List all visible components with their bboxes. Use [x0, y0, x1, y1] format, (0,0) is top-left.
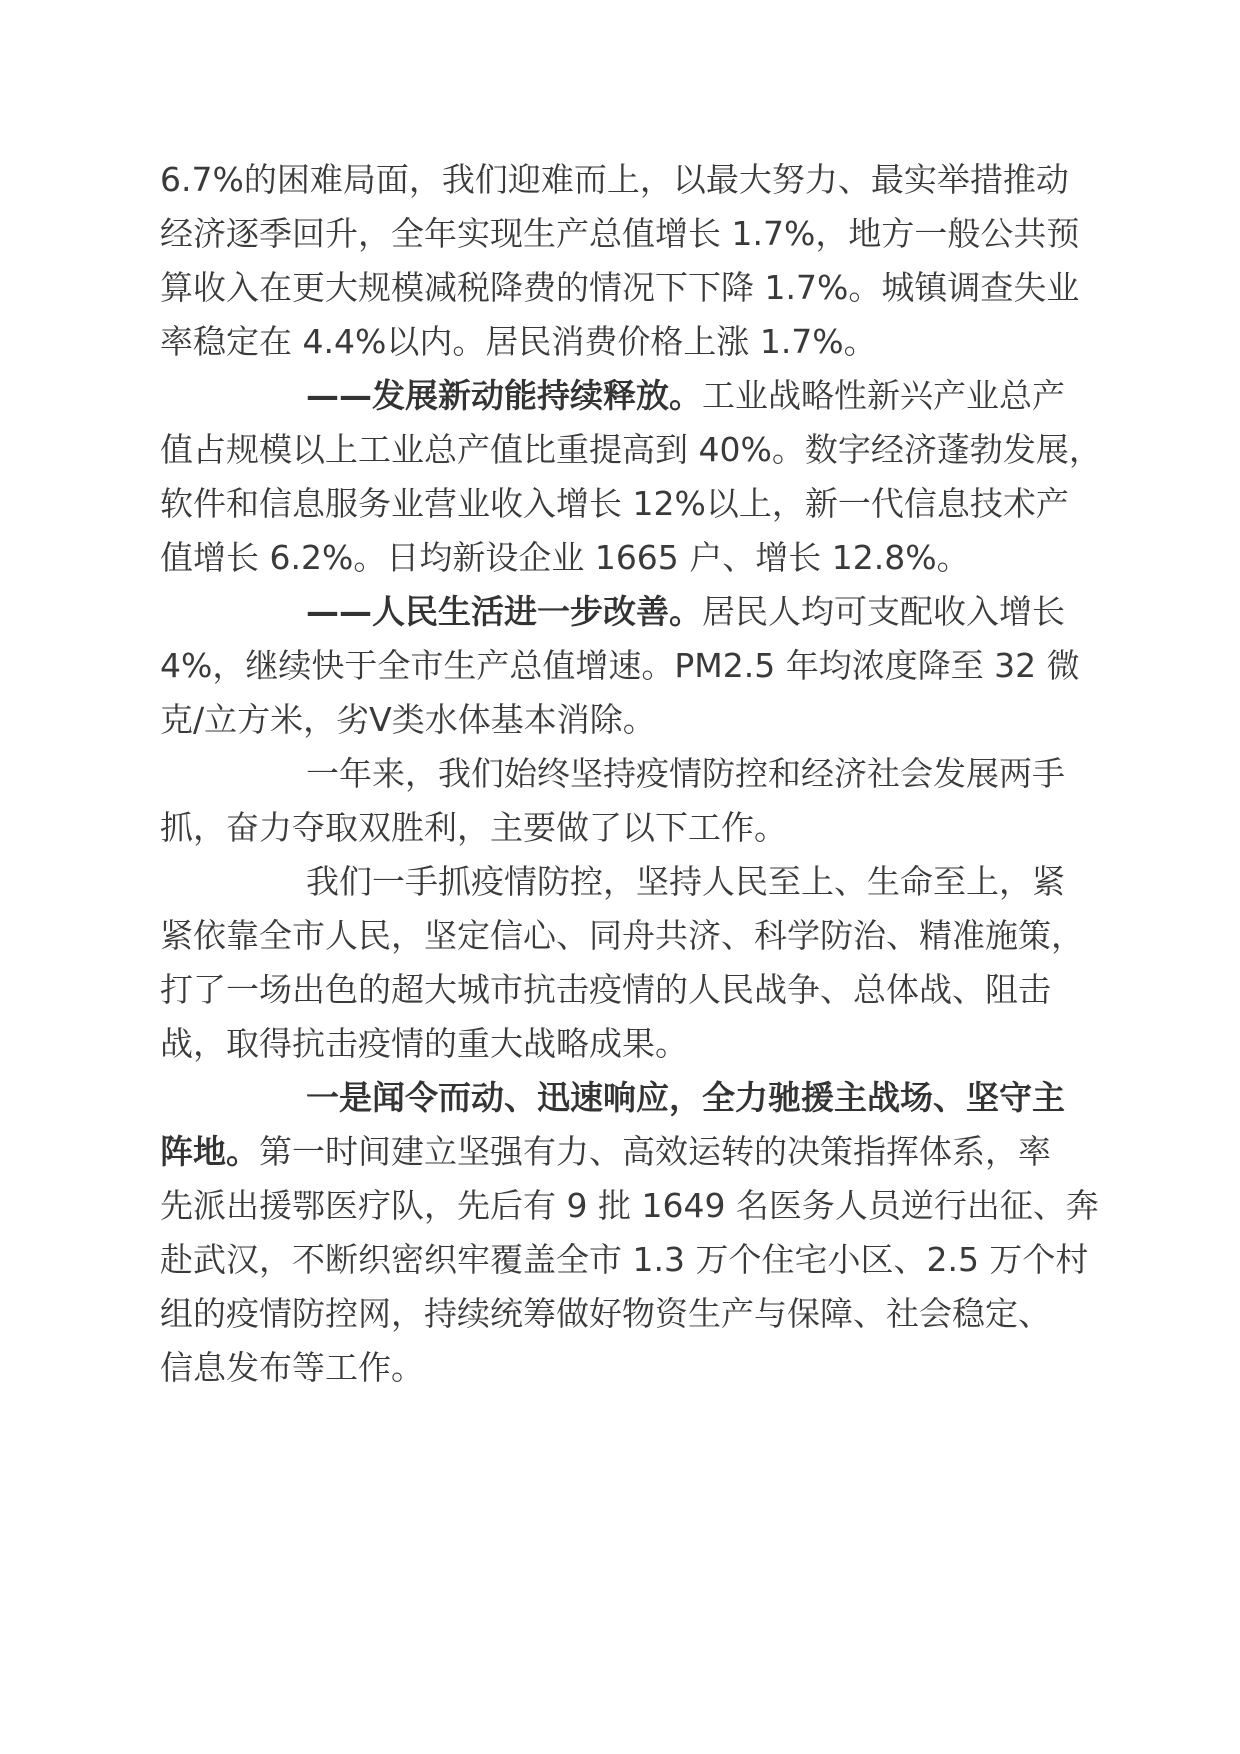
paragraph-line: 紧依靠全市人民，坚定信心、同舟共济、科学防治、精准施策，	[160, 916, 1084, 955]
paragraph-line: 信息发布等工作。	[160, 1348, 424, 1387]
paragraph-line	[306, 1078, 1100, 1118]
paragraph-line: 打了一场出色的超大城市抗击疫情的人民战争、总体战、阻击	[160, 970, 1051, 1009]
paragraph-text: 居民人均可支配收入增长	[702, 592, 1065, 631]
paragraph-line: 战，取得抗击疫情的重大战略成果。	[160, 1024, 688, 1063]
paragraph-line	[160, 1132, 1100, 1172]
paragraph-line: 6.7%的困难局面，我们迎难而上，以最大努力、最实举措推动	[160, 160, 1069, 199]
paragraph-line: 我们一手抓疫情防控，坚持人民至上、生命至上，紧	[306, 862, 1065, 901]
paragraph-text: 第一时间建立坚强有力、高效运转的决策指挥体系，率	[259, 1132, 1051, 1171]
paragraph-line: 克/立方米，劣Ⅴ类水体基本消除。	[160, 700, 656, 739]
paragraph-heading: 阵地。	[160, 1132, 259, 1171]
paragraph-text: 工业战略性新兴产业总产	[702, 376, 1065, 415]
paragraph-line: 值增长 6.2%。日均新设企业 1665 户、增长 12.8%。	[160, 538, 970, 577]
paragraph-line: 一年来，我们始终坚持疫情防控和经济社会发展两手	[306, 754, 1065, 793]
paragraph-line	[306, 376, 1100, 416]
paragraph-line: 赴武汉，不断织密织牢覆盖全市 1.3 万个住宅小区、2.5 万个村	[160, 1240, 1089, 1279]
paragraph-line: 值占规模以上工业总产值比重提高到 40%。数字经济蓬勃发展，	[160, 430, 1102, 469]
paragraph-heading: ——发展新动能持续释放。	[306, 376, 702, 415]
paragraph-line: 先派出援鄂医疗队，先后有 9 批 1649 名医务人员逆行出征、奔	[160, 1186, 1099, 1225]
paragraph-heading: 一是闻令而动、迅速响应，全力驰援主战场、坚守主	[306, 1078, 1065, 1117]
paragraph-line: 率稳定在 4.4%以内。居民消费价格上涨 1.7%。	[160, 322, 877, 361]
paragraph-line: 算收入在更大规模减税降费的情况下下降 1.7%。城镇调查失业	[160, 268, 1080, 307]
paragraph-line: 组的疫情防控网，持续统筹做好物资生产与保障、社会稳定、	[160, 1294, 1051, 1333]
paragraph-line: 抓，奋力夺取双胜利，主要做了以下工作。	[160, 808, 787, 847]
paragraph-line: 4%，继续快于全市生产总值增速。PM2.5 年均浓度降至 32 微	[160, 646, 1080, 685]
paragraph-line: 经济逐季回升，全年实现生产总值增长 1.7%，地方一般公共预	[160, 214, 1080, 253]
paragraph-line	[306, 592, 1100, 632]
paragraph-line: 软件和信息服务业营业收入增长 12%以上，新一代信息技术产	[160, 484, 1069, 523]
paragraph-heading: ——人民生活进一步改善。	[306, 592, 702, 631]
